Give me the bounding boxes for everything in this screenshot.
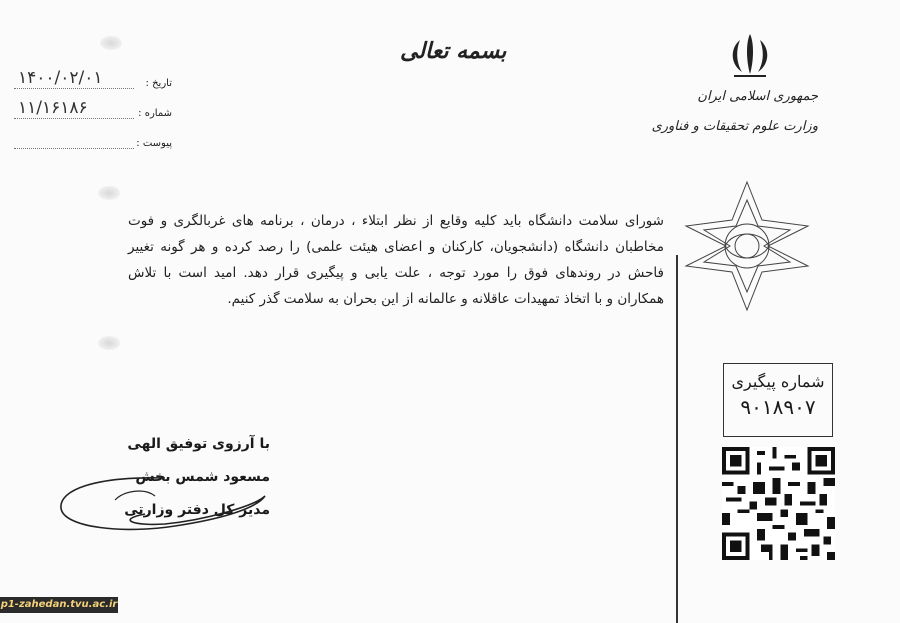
tracking-number: ۹۰۱۸۹۰۷ — [740, 395, 816, 419]
organization-block — [652, 82, 818, 142]
tracking-box — [723, 363, 833, 437]
attachment-line — [14, 148, 134, 149]
date-line — [14, 88, 134, 89]
scan-smudge — [98, 186, 120, 200]
date-row — [14, 68, 184, 98]
number-label: شماره : — [138, 108, 172, 119]
scan-smudge — [98, 336, 120, 350]
qr-code-icon — [722, 447, 835, 560]
site-watermark: p1-zahedan.tvu.ac.ir — [0, 597, 118, 613]
scan-smudge — [100, 36, 122, 50]
date-value: ۱۴۰۰/۰۲/۰۱ — [18, 68, 103, 88]
signer-name: مسعود شمس بخش — [135, 469, 270, 485]
number-line — [14, 118, 134, 119]
ministry-name: وزارت علوم تحقیقات و فناوری — [651, 119, 818, 134]
country-name: جمهوری اسلامی ایران — [697, 89, 818, 104]
number-row — [14, 98, 184, 128]
ornament-icon — [678, 180, 816, 312]
iran-emblem-icon — [722, 30, 778, 80]
letter-meta — [14, 68, 184, 158]
attachment-label: پیوست : — [136, 138, 172, 149]
closing-line: با آرزوی توفیق الهی — [127, 436, 270, 452]
number-value: ۱۱/۱۶۱۸۶ — [18, 98, 88, 118]
date-label: تاریخ : — [145, 78, 172, 89]
letter-body: شورای سلامت دانشگاه باید کلیه وقایع از نظر ابتلاء ، درمان ، برنامه های غربالگری و فوت مخاطبان دانشگاه (دانشجویان، کارکنان و اعضای هیئت علمی) را رصد کرده و هر گونه تغییر فاحش در روندهای فوق را مورد توجه ، علت یابی و پیگیری قرار دهد. امید است با تلاش همکاران و با اتخاذ تمهیدات عاقلانه و عالمانه از این بحران به سلامت گذر کنیم. — [128, 213, 664, 307]
vertical-rule — [676, 255, 678, 623]
invocation-heading: بسمه تعالی — [400, 38, 507, 64]
handwritten-signature — [55, 470, 275, 540]
signer-title: مدیر کل دفتر وزارتی — [124, 502, 270, 518]
tracking-label: شماره پیگیری — [731, 372, 825, 391]
attachment-row — [14, 128, 184, 158]
